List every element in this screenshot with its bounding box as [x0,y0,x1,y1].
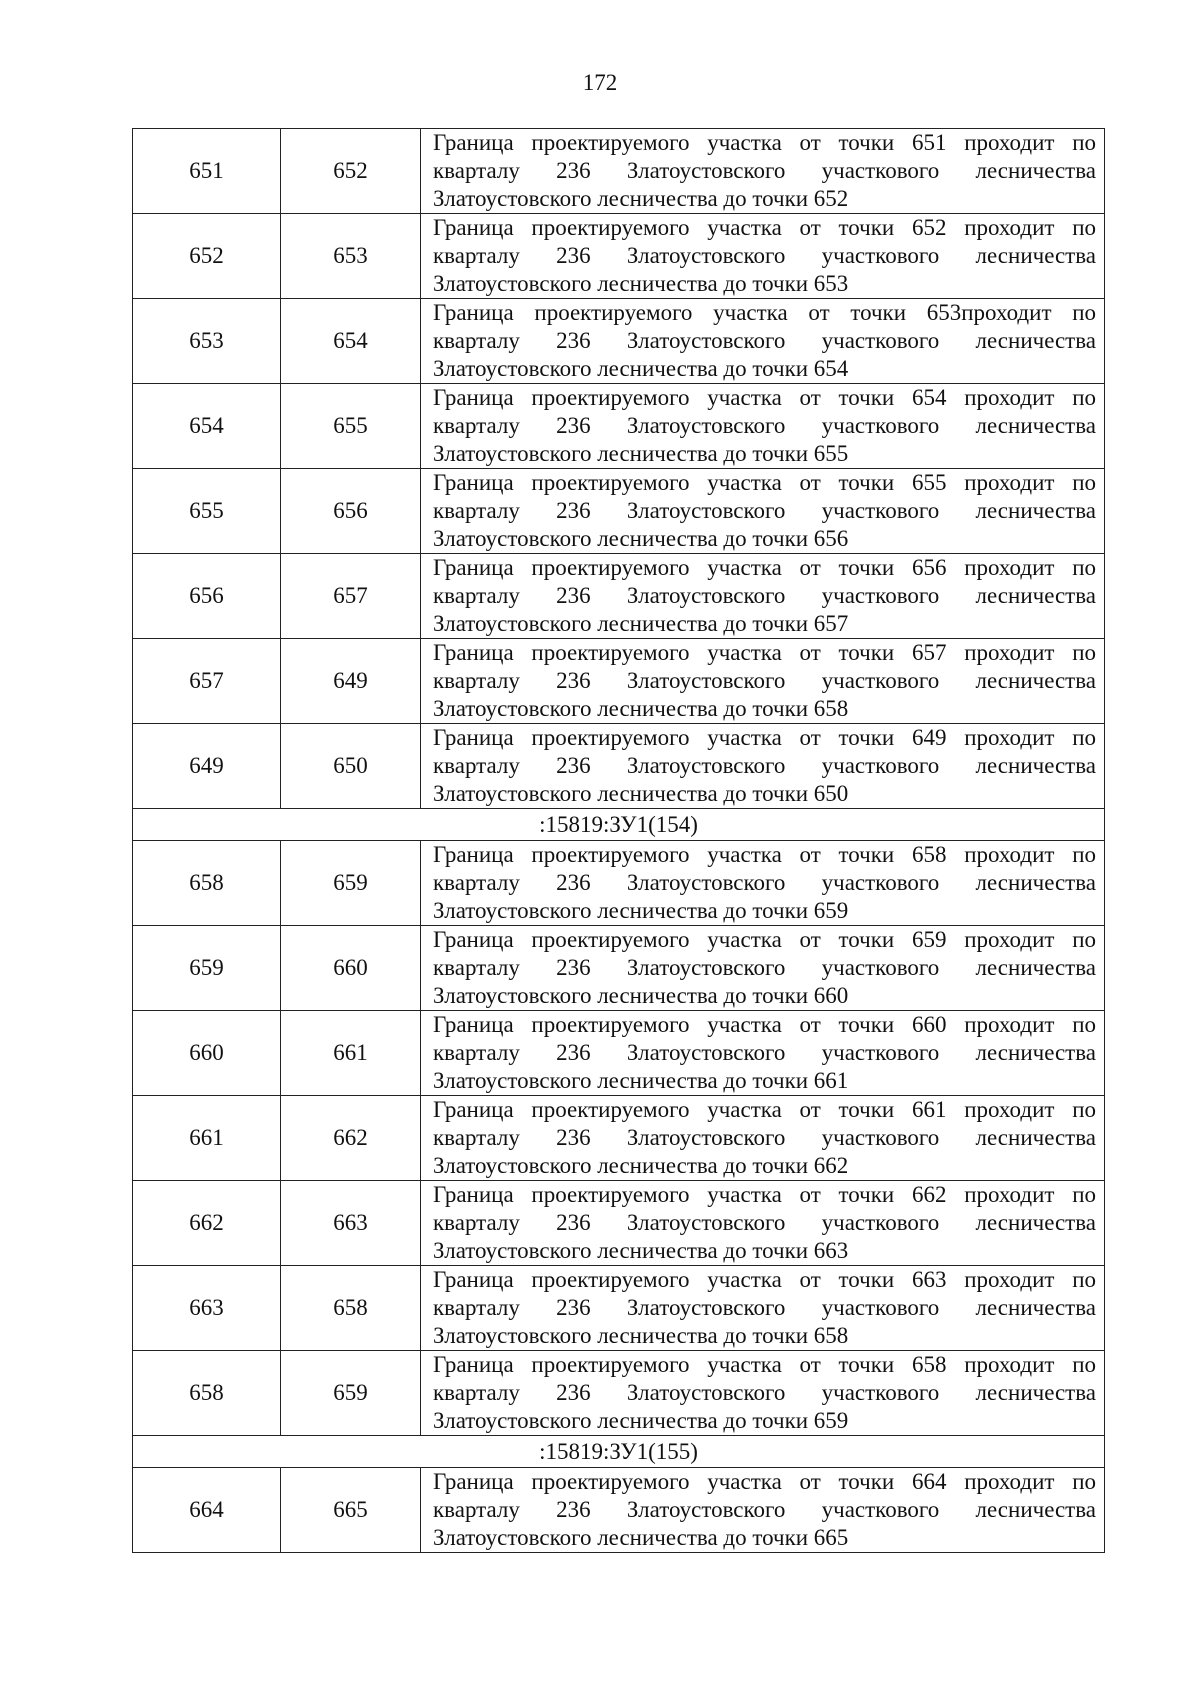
table-row [133,299,1105,384]
to-point: 655 [281,384,421,469]
to-point: 650 [281,724,421,809]
to-point: 657 [281,554,421,639]
parcel-label: :15819:ЗУ1(155) [133,1436,1105,1468]
table-row [133,129,1105,214]
to-point: 661 [281,1011,421,1096]
to-point: 662 [281,1096,421,1181]
from-point: 658 [133,1351,281,1436]
from-point: 655 [133,469,281,554]
boundary-description: Граница проектируемого участка от точки 661 проходит по кварталу 236 Златоустовского участкового лесничества Златоустовского лесничества до точки 662 [421,1096,1105,1181]
table-row [133,841,1105,926]
boundary-description: Граница проектируемого участка от точки 659 проходит по кварталу 236 Златоустовского участкового лесничества Златоустовского лесничества до точки 660 [421,926,1105,1011]
to-point: 659 [281,1351,421,1436]
to-point: 659 [281,841,421,926]
table-body [133,129,1105,1553]
table-row [133,1096,1105,1181]
boundary-points-table [132,128,1105,1553]
to-point: 654 [281,299,421,384]
table-row [133,554,1105,639]
section-header-row [133,1436,1105,1468]
to-point: 653 [281,214,421,299]
table-row [133,1266,1105,1351]
from-point: 654 [133,384,281,469]
boundary-description: Граница проектируемого участка от точки 664 проходит по кварталу 236 Златоустовского участкового лесничества Златоустовского лесничества до точки 665 [421,1468,1105,1553]
boundary-description: Граница проектируемого участка от точки 662 проходит по кварталу 236 Златоустовского участкового лесничества Златоустовского лесничества до точки 663 [421,1181,1105,1266]
from-point: 656 [133,554,281,639]
boundary-description: Граница проектируемого участка от точки 651 проходит по кварталу 236 Златоустовского участкового лесничества Златоустовского лесничества до точки 652 [421,129,1105,214]
from-point: 660 [133,1011,281,1096]
table-row [133,1181,1105,1266]
boundary-description: Граница проектируемого участка от точки 654 проходит по кварталу 236 Златоустовского участкового лесничества Златоустовского лесничества до точки 655 [421,384,1105,469]
boundary-description: Граница проектируемого участка от точки 649 проходит по кварталу 236 Златоустовского участкового лесничества Златоустовского лесничества до точки 650 [421,724,1105,809]
from-point: 664 [133,1468,281,1553]
boundary-description: Граница проектируемого участка от точки 657 проходит по кварталу 236 Златоустовского участкового лесничества Златоустовского лесничества до точки 658 [421,639,1105,724]
parcel-label: :15819:ЗУ1(154) [133,809,1105,841]
table-row [133,1011,1105,1096]
boundary-description: Граница проектируемого участка от точки 656 проходит по кварталу 236 Златоустовского участкового лесничества Златоустовского лесничества до точки 657 [421,554,1105,639]
table-row [133,384,1105,469]
from-point: 661 [133,1096,281,1181]
from-point: 659 [133,926,281,1011]
table-row [133,639,1105,724]
to-point: 665 [281,1468,421,1553]
to-point: 652 [281,129,421,214]
boundary-description: Граница проектируемого участка от точки 663 проходит по кварталу 236 Златоустовского участкового лесничества Златоустовского лесничества до точки 658 [421,1266,1105,1351]
from-point: 651 [133,129,281,214]
from-point: 658 [133,841,281,926]
to-point: 649 [281,639,421,724]
to-point: 660 [281,926,421,1011]
table-row [133,469,1105,554]
boundary-description: Граница проектируемого участка от точки 658 проходит по кварталу 236 Златоустовского участкового лесничества Златоустовского лесничества до точки 659 [421,1351,1105,1436]
boundary-description: Граница проектируемого участка от точки 660 проходит по кварталу 236 Златоустовского участкового лесничества Златоустовского лесничества до точки 661 [421,1011,1105,1096]
table-row [133,1468,1105,1553]
boundary-description: Граница проектируемого участка от точки 658 проходит по кварталу 236 Златоустовского участкового лесничества Златоустовского лесничества до точки 659 [421,841,1105,926]
page-number: 172 [582,70,618,95]
table-row [133,926,1105,1011]
boundary-description: Граница проектируемого участка от точки 653проходит по кварталу 236 Златоустовского участкового лесничества Златоустовского лесничества до точки 654 [421,299,1105,384]
to-point: 663 [281,1181,421,1266]
from-point: 662 [133,1181,281,1266]
table-row [133,724,1105,809]
boundary-description: Граница проектируемого участка от точки 652 проходит по кварталу 236 Златоустовского участкового лесничества Златоустовского лесничества до точки 653 [421,214,1105,299]
to-point: 656 [281,469,421,554]
from-point: 652 [133,214,281,299]
table-row [133,1351,1105,1436]
table-row [133,214,1105,299]
to-point: 658 [281,1266,421,1351]
boundary-description: Граница проектируемого участка от точки 655 проходит по кварталу 236 Златоустовского участкового лесничества Златоустовского лесничества до точки 656 [421,469,1105,554]
from-point: 653 [133,299,281,384]
section-header-row [133,809,1105,841]
from-point: 657 [133,639,281,724]
from-point: 649 [133,724,281,809]
from-point: 663 [133,1266,281,1351]
